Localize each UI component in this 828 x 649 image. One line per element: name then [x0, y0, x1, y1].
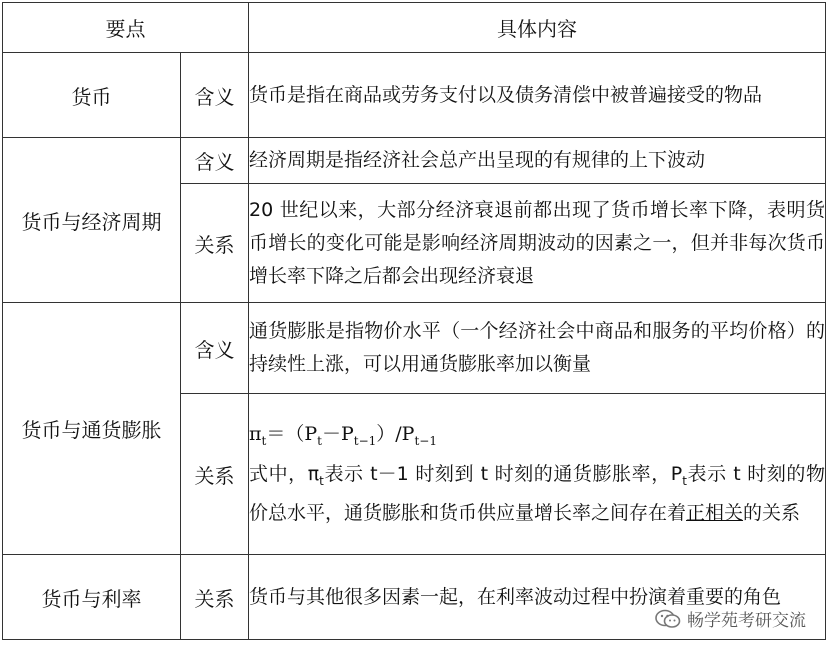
inflation-formula: $\pi_t=(P_t-P_{t-1})/P_{t-1}$: [249, 422, 437, 448]
topic-cell: 货币与通货膨胀: [3, 303, 181, 555]
table-row: [3, 53, 826, 138]
formula-explanation: 式中，$\pi_t$表示 t－1 时刻到 t 时刻的通货膨胀率，$P_t$表示 t 时刻的物价总水平，通货膨胀和货币供应量增长率之间存在着正相关的关系: [249, 462, 825, 525]
content-cell: 货币是指在商品或劳务支付以及债务清偿中被普遍接受的物品: [249, 53, 826, 138]
aspect-cell: 含义: [181, 53, 249, 138]
topic-cell: 货币: [3, 53, 181, 138]
content-cell: 货币与其他很多因素一起，在利率波动过程中扮演着重要的角色: [249, 555, 826, 640]
underlined-term: 正相关: [686, 502, 744, 525]
topic-cell: 货币与经济周期: [3, 138, 181, 303]
knowledge-table: [2, 2, 826, 640]
aspect-cell: 关系: [181, 184, 249, 303]
content-cell: 20 世纪以来，大部分经济衰退前都出现了货币增长率下降，表明货币增长的变化可能是影响经济周期波动的因素之一，但并非每次货币增长率下降之后都会出现经济衰退: [249, 184, 826, 303]
aspect-cell: 含义: [181, 303, 249, 394]
topic-cell: 货币与利率: [3, 555, 181, 640]
table-row: [3, 303, 826, 394]
table-row: [3, 138, 826, 184]
aspect-cell: 含义: [181, 138, 249, 184]
content-cell: [249, 394, 826, 555]
aspect-cell: 关系: [181, 555, 249, 640]
watermark-text: 畅学苑考研交流: [687, 611, 806, 631]
aspect-cell: 关系: [181, 394, 249, 555]
watermark: [655, 606, 806, 631]
content-cell: 通货膨胀是指物价水平（一个经济社会中商品和服务的平均价格）的持续性上涨，可以用通货膨胀率加以衡量: [249, 303, 826, 394]
header-point: 要点: [3, 3, 249, 53]
content-cell: 经济周期是指经济社会总产出呈现的有规律的上下波动: [249, 138, 826, 184]
header-content: 具体内容: [249, 3, 826, 53]
wechat-icon: [655, 609, 681, 629]
header-row: [3, 3, 826, 53]
